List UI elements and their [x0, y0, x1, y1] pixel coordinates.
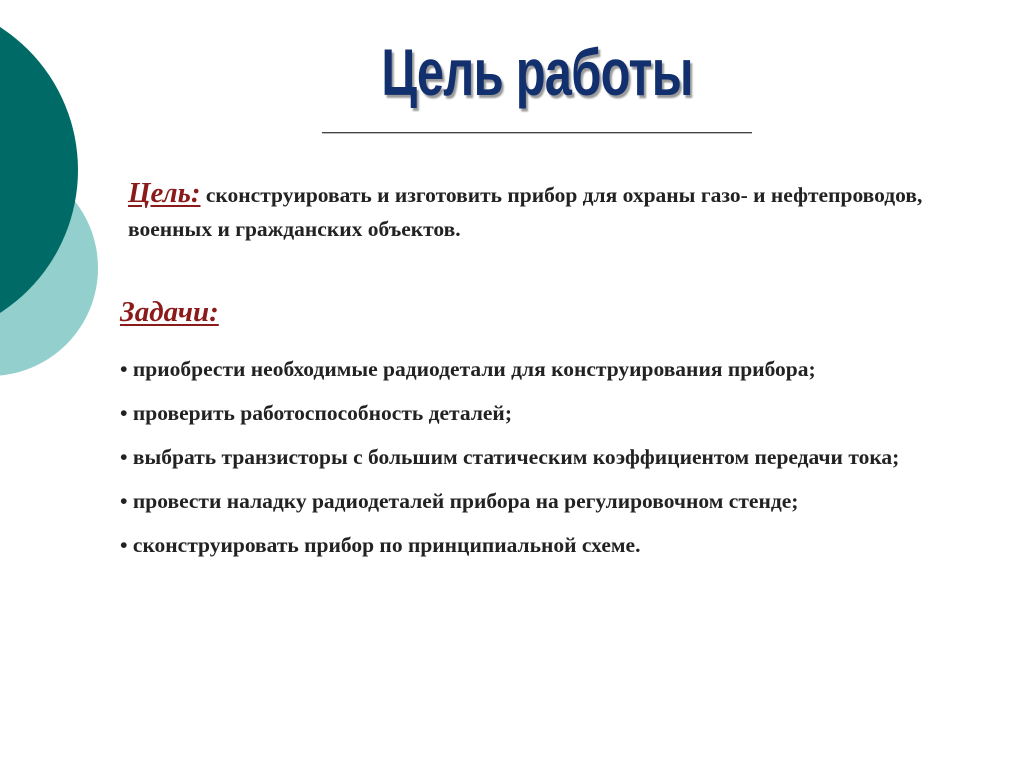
task-item: • сконструировать прибор по принципиальной схеме. [120, 533, 641, 557]
goal-paragraph [128, 176, 998, 246]
goal-label: Цель: [128, 177, 201, 209]
task-item: • провести наладку радиодеталей прибора на регулировочном стенде; [120, 489, 799, 513]
slide-title: Цель работы [381, 35, 693, 109]
decorative-circles [0, 0, 140, 767]
tasks-label: Задачи: [120, 296, 219, 328]
task-item: • проверить работоспособность деталей; [120, 401, 512, 425]
title-underline [322, 132, 752, 134]
goal-text: сконструировать и изготовить прибор для охраны газо- и нефтепроводов, военных и гражданских объектов. [128, 183, 923, 241]
task-item: • приобрести необходимые радиодетали для конструирования прибора; [120, 357, 816, 381]
task-item: • выбрать транзисторы с большим статическим коэффициентом передачи тока; [120, 445, 900, 469]
tasks-list [120, 352, 990, 572]
